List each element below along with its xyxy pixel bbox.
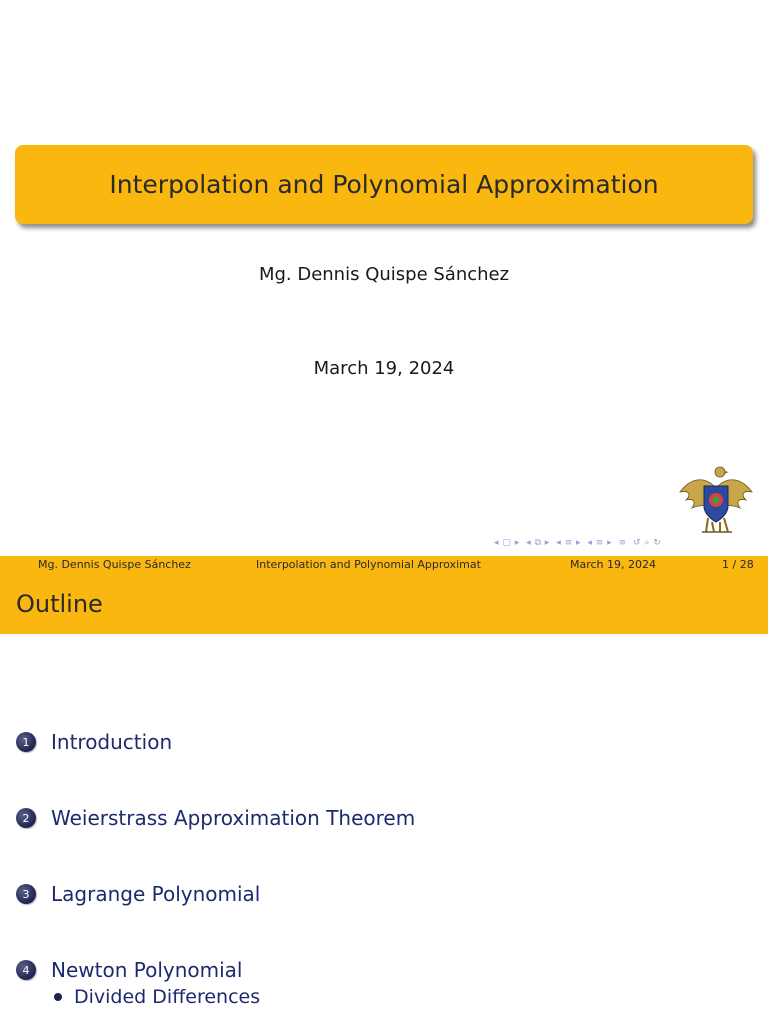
toc-item-lagrange[interactable] (16, 882, 260, 906)
toc-number-bullet: 4 (16, 960, 36, 980)
toc-sublabel: Divided Differences (74, 986, 261, 1008)
nav-subsection-icon[interactable]: ◂ ≡ ▸ (556, 538, 582, 548)
title-box (15, 145, 753, 224)
toc-item-weierstrass[interactable] (16, 806, 415, 830)
footer-date: March 19, 2024 (570, 558, 657, 571)
bullet-dot-icon (54, 993, 62, 1001)
footer-title: Interpolation and Polynomial Approximat (256, 558, 481, 571)
presentation-date: March 19, 2024 (313, 358, 455, 379)
toc-number-bullet: 2 (16, 808, 36, 828)
slide-footer (0, 556, 768, 574)
presentation-title: Interpolation and Polynomial Approximation (109, 170, 659, 199)
toc-label: Weierstrass Approximation Theorem (51, 806, 416, 830)
frame-title: Outline (16, 590, 103, 618)
frame-title-bar (0, 574, 768, 634)
nav-frame-icon[interactable]: ◂ ⧉ ▸ (526, 538, 550, 548)
university-crest-icon (676, 462, 756, 534)
toc-item-introduction[interactable] (16, 730, 172, 754)
nav-prev-slide-icon[interactable]: ◂ ▢ ▸ (494, 538, 520, 548)
toc-number-bullet: 3 (16, 884, 36, 904)
outline-slide (0, 574, 768, 1024)
toc-item-newton[interactable] (16, 958, 242, 982)
toc-label: Introduction (51, 730, 173, 754)
footer-author: Mg. Dennis Quispe Sánchez (38, 558, 191, 571)
footer-page-number: 1 / 28 (722, 558, 754, 571)
toc-label: Lagrange Polynomial (51, 882, 261, 906)
beamer-navigation-symbols[interactable] (494, 538, 764, 552)
author-name: Mg. Dennis Quispe Sánchez (258, 264, 510, 285)
toc-number-bullet: 1 (16, 732, 36, 752)
nav-search-icon[interactable]: ↺ ⌕ ↻ (633, 538, 662, 548)
toc-label: Newton Polynomial (51, 958, 243, 982)
nav-document-icon[interactable]: ≡ (618, 538, 627, 548)
toc-subitem-divided-differences[interactable] (54, 986, 260, 1008)
nav-section-icon[interactable]: ◂ ≡ ▸ (587, 538, 613, 548)
